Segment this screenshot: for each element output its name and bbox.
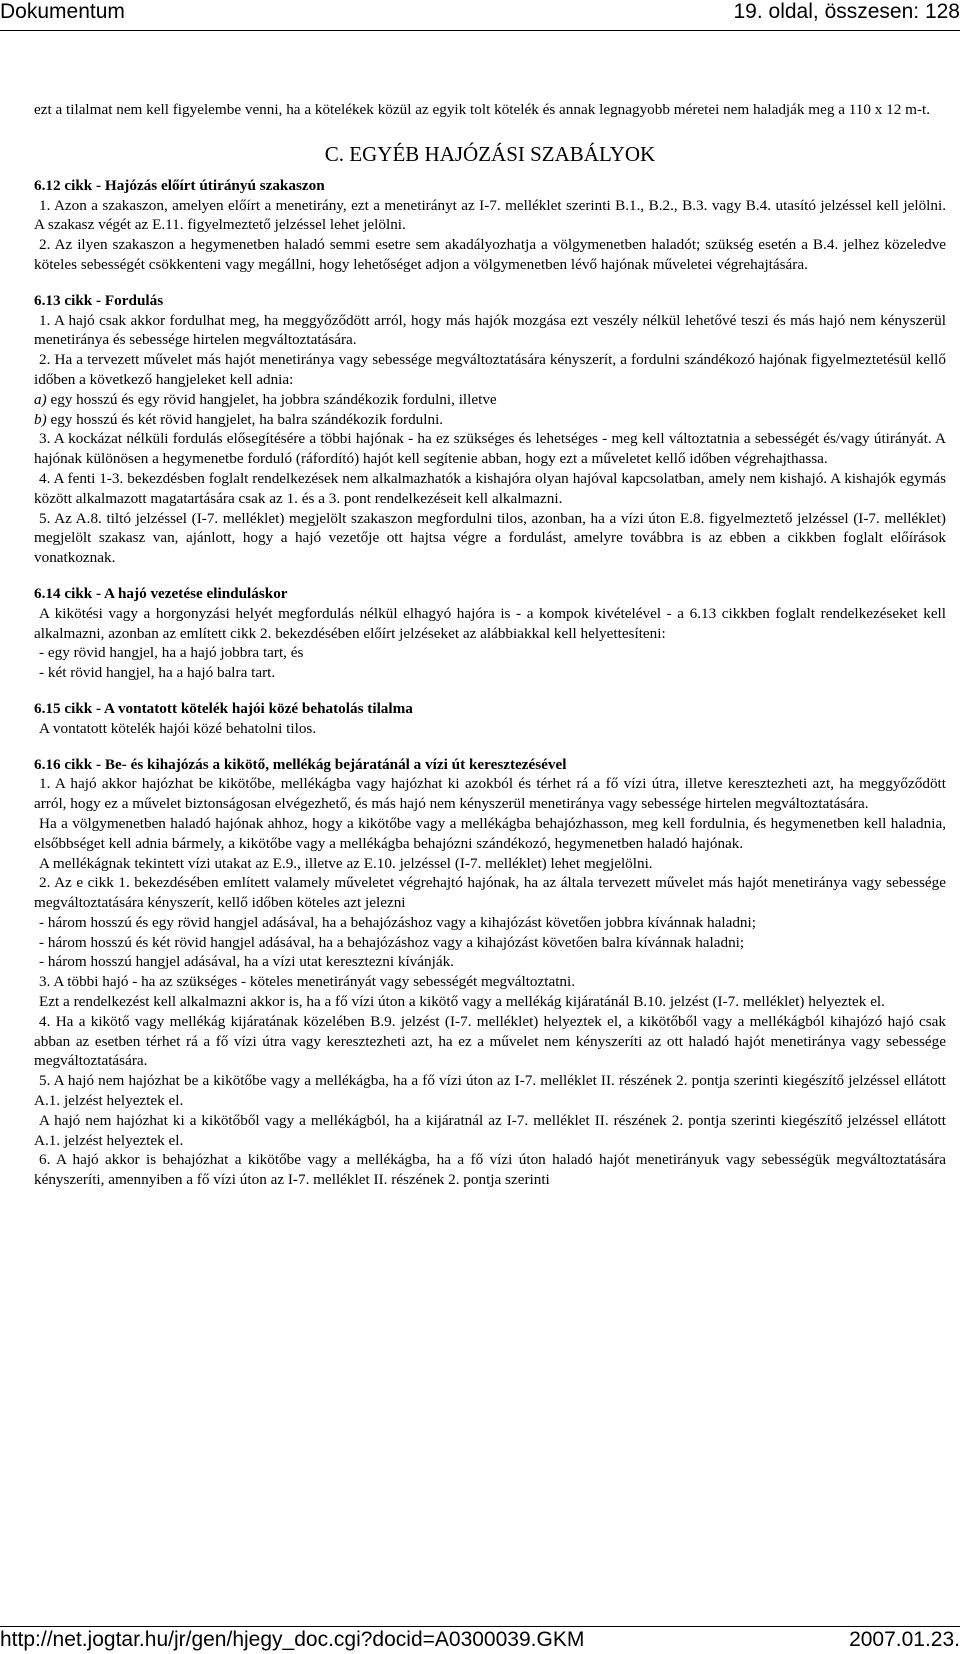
article-6-13-p3: 3. A kockázat nélküli fordulás elősegítésére a többi hajónak - ha ez szükséges és lehetséges - meg kell változtatnia a sebességét és/vagy útirányát. A hajónak különösen a hegymenetbe forduló (ráfordító) hajót kell segítenie abban, hogy ezt a műveletet kellő időben végrehajthassa. [34, 430, 946, 468]
document-body [34, 100, 946, 1190]
article-6-16-p2: Ha a völgymenetben haladó hajónak ahhoz, hogy a kikötőbe vagy a mellékágba behajózhasson, meg kell fordulnia, és hegymenetben kell haladnia, elsőbbséget kell adnia bármely, a kikötőbe vagy a mellékágba behajózni szándékozó, hegymenetben haladó hajónak. [34, 814, 946, 852]
article-6-16-p8: 5. A hajó nem hajózhat be a kikötőbe vagy a mellékágba, ha a fő vízi úton az I-7. melléklet II. részének 2. pontja szerinti kiegészítő jelzéssel ellátott A.1. jelzést helyeztek el. [34, 1072, 946, 1110]
footer-url: http://net.jogtar.hu/jr/gen/hjegy_doc.cgi?docid=A0300039.GKM [0, 1628, 585, 1651]
article-6-14-dash-1: - egy rövid hangjel, ha a hajó jobbra tart, és [39, 644, 304, 662]
item-b-text: egy hosszú és két rövid hangjelet, ha balra szándékozik fordulni. [46, 410, 444, 428]
article-6-16-p9: A hajó nem hajózhat ki a kikötőből vagy a mellékágból, ha a kijáratnál az I-7. melléklet II. részének 2. pontja szerinti kiegészítő jelzéssel ellátott A.1. jelzést helyeztek el. [34, 1111, 946, 1149]
page-info: 19. oldal, összesen: 128 [733, 0, 960, 23]
document-title: Dokumentum [0, 0, 125, 23]
intro-paragraph: ezt a tilalmat nem kell figyelembe venni, ha a kötelékek közül az egyik tolt kötelék és annak legnagyobb méretei nem haladják meg a 110 x 12 m-t. [34, 101, 931, 118]
page-footer [0, 1626, 960, 1654]
article-6-16-dash-2: - három hosszú és két rövid hangjel adásával, ha a behajózáshoz vagy a kihajózást követően balra kívánnak haladni; [39, 933, 745, 951]
header-divider [0, 30, 960, 31]
article-6-13-item-a [34, 390, 946, 410]
article-6-16-p5: 3. A többi hajó - ha az szükséges - köteles menetirányát vagy sebességét megváltoztatni. [39, 973, 576, 991]
article-6-15-p1: A vontatott kötelék hajói közé behatolni tilos. [39, 719, 317, 737]
item-a-text: egy hosszú és egy rövid hangjelet, ha jobbra szándékozik fordulni, illetve [46, 390, 497, 408]
article-6-14-dash-2: - két rövid hangjel, ha a hajó balra tart. [39, 664, 276, 682]
article-6-13-item-b [34, 410, 946, 430]
footer-date: 2007.01.23. [849, 1628, 960, 1651]
article-6-15-title: 6.15 cikk - A vontatott kötelék hajói közé behatolás tilalma [34, 699, 413, 717]
article-6-14-title: 6.14 cikk - A hajó vezetése elinduláskor [34, 584, 288, 602]
article-6-12-title: 6.12 cikk - Hajózás előírt útirányú szakaszon [34, 176, 325, 194]
article-6-12-p1: 1. Azon a szakaszon, amelyen előírt a menetirány, ezt a menetirányt az I-7. melléklet szerinti B.1., B.2., B.3. vagy B.4. utasító jelzéssel kell jelölni. A szakasz végét az E.11. figyelmeztető jelzéssel lehet jelölni. [34, 196, 946, 234]
article-6-16-p6: Ezt a rendelkezést kell alkalmazni akkor is, ha a fő vízi úton a kikötő vagy a mellékág kijáratánál B.10. jelzést (I-7. melléklet) helyeztek el. [39, 993, 885, 1011]
article-6-16-p3: A mellékágnak tekintett vízi utakat az E.9., illetve az E.10. jelzéssel (I-7. melléklet) lehet megjelölni. [39, 854, 653, 872]
section-title: C. EGYÉB HAJÓZÁSI SZABÁLYOK [324, 141, 656, 166]
article-6-16-p4: 2. Az e cikk 1. bekezdésében említett valamely műveletet végrehajtó hajónak, ha az általa tervezett művelet más hajót menetiránya vagy sebessége megváltoztatására kényszerít, kellő időben köteles azt jelezni [34, 874, 946, 912]
article-6-13-p5: 5. Az A.8. tiltó jelzéssel (I-7. melléklet) megjelölt szakaszon megfordulni tilos, azonban, ha a vízi úton E.8. figyelmeztető jelzéssel (I-7. melléklet) megjelölt szakasz van, ajánlott, hogy a hajó vezetője ott hajtsa végre a fordulást, amelyre továbbra is az ebben a cikkben foglalt előírások vonatkoznak. [34, 509, 946, 567]
article-6-12-p2: 2. Az ilyen szakaszon a hegymenetben haladó semmi esetre sem akadályozhatja a völgymenetben haladót; szükség esetén a B.4. jelhez közeledve köteles sebességét csökkenteni vagy megállni, hogy lehetőséget adjon a völgymenetben lévő hajónak műveletei végrehajtására. [34, 236, 946, 273]
article-6-16-dash-3: - három hosszú hangjel adásával, ha a vízi utat keresztezni kívánják. [39, 953, 454, 971]
article-6-13-p1: 1. A hajó csak akkor fordulhat meg, ha meggyőződött arról, hogy más hajók mozgása ezt veszély nélkül lehetővé teszi és más hajó nem kényszerül menetiránya és sebessége hirtelen megváltoztatására. [34, 311, 946, 349]
article-6-16-p10: 6. A hajó akkor is behajózhat a kikötőbe vagy a mellékágba, ha a fő vízi úton haladó hajót menetirányuk vagy sebességük megváltoztatására kényszeríti, amennyiben a fő vízi úton az I-7. melléklet II. részének 2. pontja szerinti [34, 1151, 946, 1189]
article-6-13-p4: 4. A fenti 1-3. bekezdésben foglalt rendelkezések nem alkalmazhatók a kishajóra olyan hajóval kapcsolatban, amely nem kishajó. A kishajók egymás között alkalmazott magatartására csak az 1. és a 3. pont rendelkezéseit kell alkalmazni. [34, 469, 946, 507]
item-a-label: a) [34, 390, 47, 408]
article-6-13-p2: 2. Ha a tervezett művelet más hajót menetiránya vagy sebessége megváltoztatására kényszerít, a fordulni szándékozó hajónak figyelmeztetésül kellő időben a következő hangjeleket kell adnia: [34, 351, 946, 388]
article-6-16-dash-1: - három hosszú és egy rövid hangjel adásával, ha a behajózáshoz vagy a kihajózást követően jobbra kívánnak haladni; [39, 913, 756, 931]
article-6-14-p1: A kikötési vagy a horgonyzási helyét megfordulás nélkül elhagyó hajóra is - a kompok kivételével - a 6.13 cikkben foglalt rendelkezéseket kell alkalmazni, azonban az említett cikk 2. bekezdésében előírt jelzéseket az alábbiakkal kell helyettesíteni: [34, 604, 946, 642]
article-6-16-title: 6.16 cikk - Be- és kihajózás a kikötő, mellékág bejáratánál a vízi út keresztezésével [34, 755, 567, 773]
article-6-16-p7: 4. Ha a kikötő vagy mellékág kijáratának közelében B.9. jelzést (I-7. melléklet) helyeztek el, a kikötőből vagy a mellékágból kihajózó hajó csak abban az esetben térhet rá a fő vízi útra vagy keresztezheti azt, ha ez a művelet nem kényszeríti az ott haladó hajót menetiránya vagy sebessége megváltoztatására. [34, 1012, 946, 1070]
article-6-16-p1: 1. A hajó akkor hajózhat be kikötőbe, mellékágba vagy hajózhat ki azokból és térhet rá a fő vízi útra, illetve keresztezheti azt, ha meggyőződött arról, hogy ez a művelet biztonságosan elvégezhető, és más hajó nem kényszerül menetiránya vagy sebessége hirtelen megváltoztatására. [34, 775, 946, 813]
article-6-13-title: 6.13 cikk - Fordulás [34, 291, 164, 309]
item-b-label: b) [34, 410, 47, 428]
